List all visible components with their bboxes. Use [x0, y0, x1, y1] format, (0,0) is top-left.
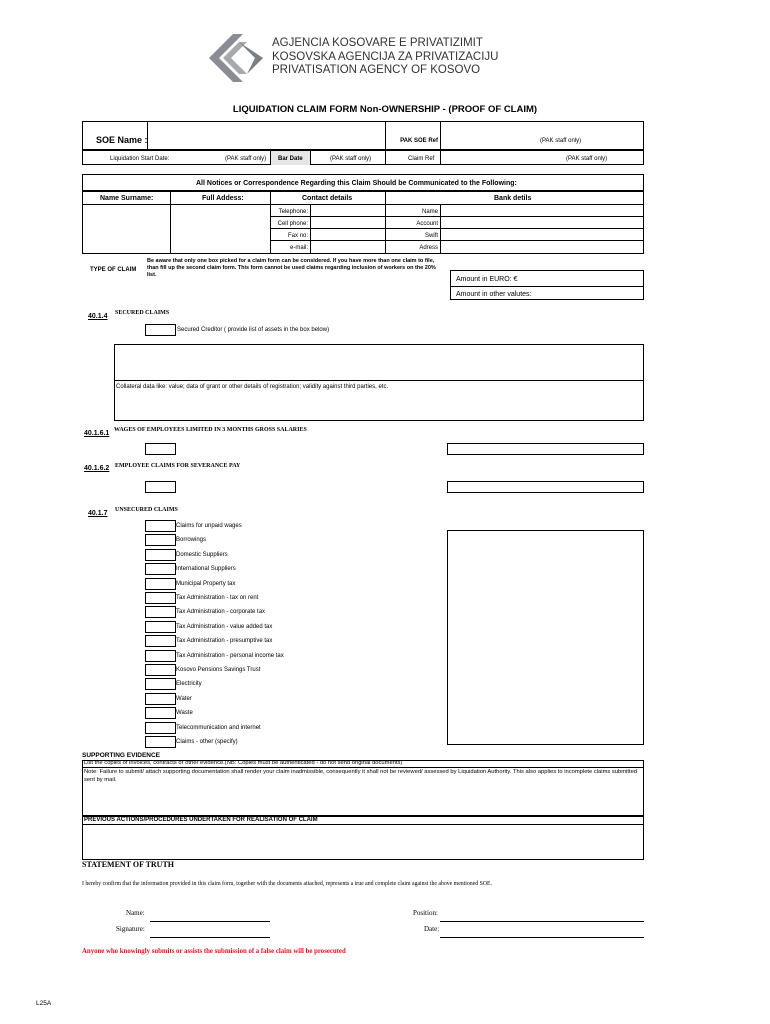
- position-label: Position:: [413, 909, 438, 917]
- liquidation-start-date-label: Liquidation Start Date:: [110, 156, 170, 162]
- unsecured-option-checkbox[interactable]: [145, 736, 176, 748]
- bar-date-label: Bar Date: [278, 156, 303, 162]
- signature-line[interactable]: [150, 937, 270, 938]
- unsecured-option-checkbox[interactable]: [145, 520, 176, 532]
- unsecured-option-checkbox[interactable]: [145, 707, 176, 719]
- wages-checkbox[interactable]: [145, 443, 176, 455]
- unsecured-option-label: Kosovo Pensions Savings Trust: [176, 667, 261, 673]
- unsecured-option-checkbox[interactable]: [145, 650, 176, 662]
- form-title: LIQUIDATION CLAIM FORM Non-OWNERSHIP - (PROOF OF CLAIM): [232, 104, 538, 115]
- severance-checkbox[interactable]: [145, 481, 176, 493]
- statement-text: I hereby confirm that the information provided in this claim form, together with the documents attached, represents a true and complete claim against the above mentioned SOE.: [82, 881, 493, 887]
- unsecured-option-label: Tax Administration - tax on rent: [176, 595, 259, 601]
- contact-cell-label: Cell phone:: [277, 221, 308, 227]
- unsecured-option-label: Claims - other (specify): [176, 739, 238, 745]
- amount-euro-label: Amount in EURO: €: [456, 276, 518, 283]
- agency-logo-mark-icon: [203, 33, 267, 83]
- unsecured-option-label: Municipal Property tax: [176, 581, 236, 587]
- claim-ref-label: Claim Ref: [408, 156, 435, 162]
- unsecured-option-label: Domestic Suppliers: [176, 552, 228, 558]
- previous-actions-title: PREVIOUS ACTIONS/PROCEDURES UNDERTAKEN FOR REALISATION OF CLAIM: [84, 817, 318, 823]
- unsecured-option-label: Tax Administration - value added tax: [176, 624, 273, 630]
- bank-swift-label: Swift: [424, 233, 438, 239]
- col-contact-details: Contact details: [302, 195, 353, 202]
- wages-code: 40.1.6.1: [84, 430, 110, 437]
- unsecured-option-label: Claims for unpaid wages: [176, 523, 242, 529]
- unsecured-option-checkbox[interactable]: [145, 693, 176, 705]
- name-label: Name:: [126, 909, 145, 917]
- unsecured-option-checkbox[interactable]: [145, 563, 176, 575]
- unsecured-option-checkbox[interactable]: [145, 664, 176, 676]
- form-code: L25A: [36, 1000, 52, 1007]
- unsecured-option-checkbox[interactable]: [145, 621, 176, 633]
- unsecured-option-checkbox[interactable]: [145, 635, 176, 647]
- unsecured-title: UNSECURED CLAIMS: [115, 507, 178, 513]
- unsecured-option-label: Waste: [176, 710, 193, 716]
- supporting-line1: List the copies of invoices, contracts or other evidence.(NB: Copies must be authenticated - do not send original documents): [84, 760, 403, 766]
- secured-title: SECURED CLAIMS: [115, 310, 170, 316]
- unsecured-option-checkbox[interactable]: [145, 592, 176, 604]
- unsecured-option-label: Tax Administration - corporate tax: [176, 609, 266, 615]
- unsecured-option-checkbox[interactable]: [145, 549, 176, 561]
- wages-amount-field[interactable]: [447, 443, 644, 455]
- col-bank-details: Bank detils: [494, 195, 532, 202]
- bank-name-label: Name: [421, 209, 438, 215]
- supporting-line2: Note: Failure to submit/ attach supporting documentation shall render your claim inadmissible, consequently it shall not be reviewed/ assessed by Liquidation Authority. This also applies to incomplete claims submitted sent by mail.: [84, 769, 638, 783]
- amount-other-label: Amount in other valutes:: [456, 291, 532, 298]
- unsecured-option-checkbox[interactable]: [145, 722, 176, 734]
- unsecured-option-label: Telecommunication and internet: [176, 725, 261, 731]
- severance-amount-field[interactable]: [447, 481, 644, 493]
- name-line[interactable]: [150, 921, 270, 922]
- soe-name-label: SOE Name :: [96, 135, 148, 145]
- notices-heading: All Notices or Correspondence Regarding this Claim Should be Communicated to the Following:: [196, 180, 517, 187]
- unsecured-option-label: Tax Administration - personal income tax: [176, 653, 284, 659]
- contact-telephone-label: Telephone:: [278, 209, 308, 215]
- position-line[interactable]: [440, 921, 644, 922]
- agency-name-albanian: AGJENCIA KOSOVARE E PRIVATIZIMIT: [272, 37, 483, 49]
- agency-name-english: PRIVATISATION AGENCY OF KOSOVO: [272, 64, 481, 76]
- soe-name-field[interactable]: [148, 122, 385, 149]
- unsecured-details-box[interactable]: [447, 530, 644, 745]
- unsecured-option-checkbox[interactable]: [145, 678, 176, 690]
- unsecured-option-checkbox[interactable]: [145, 578, 176, 590]
- date-label: Date:: [424, 925, 440, 933]
- bar-date-value: (PAK staff only): [330, 156, 372, 162]
- agency-name-serbian: KOSOVSKA AGENCIJA ZA PRIVATIZACIJU: [272, 50, 499, 63]
- claim-ref-value: (PAK staff only): [566, 156, 608, 162]
- severance-code: 40.1.6.2: [84, 465, 110, 472]
- unsecured-option-checkbox[interactable]: [145, 606, 176, 618]
- bank-account-label: Account: [416, 221, 438, 227]
- claim-type-warning: Be aware that only one box picked for a claim form can be considered. If you have more than one claim to file, than fill up the second claim form. This form cannot be used claims regarding inclusion of workers on the 20% list.: [147, 258, 436, 278]
- pak-soe-ref-label: PAK SOE Ref: [400, 138, 438, 144]
- severance-title: EMPLOYEE CLAIMS FOR SEVERANCE PAY: [115, 463, 241, 469]
- contact-fax-label: Fax no:: [287, 233, 308, 239]
- supporting-title: SUPPORTING EVIDENCE: [82, 752, 161, 759]
- collateral-note: Collateral data like: value; data of grant or other details of registration; validity against third parties, etc.: [116, 384, 389, 390]
- secured-code: 40.1.4: [88, 313, 108, 320]
- false-claim-warning: Anyone who knowingly submits or assists the submission of a false claim will be prosecuted: [82, 948, 346, 955]
- pak-soe-ref-value: (PAK staff only): [540, 138, 582, 144]
- unsecured-option-label: Water: [176, 696, 192, 702]
- wages-title: WAGES OF EMPLOYEES LIMITED IN 3 MONTHS GROSS SALARIES: [114, 427, 307, 433]
- type-of-claim-label: TYPE OF CLAIM: [90, 267, 137, 273]
- bank-address-label: Adress: [419, 245, 438, 251]
- secured-creditor-label: Secured Creditor ( provide list of assets in the box below): [177, 327, 330, 333]
- unsecured-code: 40.1.7: [88, 510, 108, 517]
- contact-email-label: e-mail:: [289, 245, 308, 251]
- col-name-surname: Name Surname:: [100, 195, 154, 202]
- unsecured-option-checkbox[interactable]: [145, 534, 176, 546]
- agency-logo: [203, 33, 267, 83]
- signature-label: Signature:: [116, 925, 145, 933]
- unsecured-option-label: International Suppliers: [176, 566, 236, 572]
- statement-title: STATEMENT OF TRUTH: [82, 860, 175, 869]
- secured-creditor-checkbox[interactable]: [145, 324, 176, 336]
- unsecured-option-label: Electricity: [176, 681, 202, 687]
- unsecured-option-label: Borrowings: [176, 537, 207, 543]
- date-line[interactable]: [440, 937, 644, 938]
- unsecured-option-label: Tax Administration - presumptive tax: [176, 638, 273, 644]
- col-full-address: Full Addess:: [202, 195, 244, 202]
- liquidation-start-date-value: (PAK staff only): [225, 156, 267, 162]
